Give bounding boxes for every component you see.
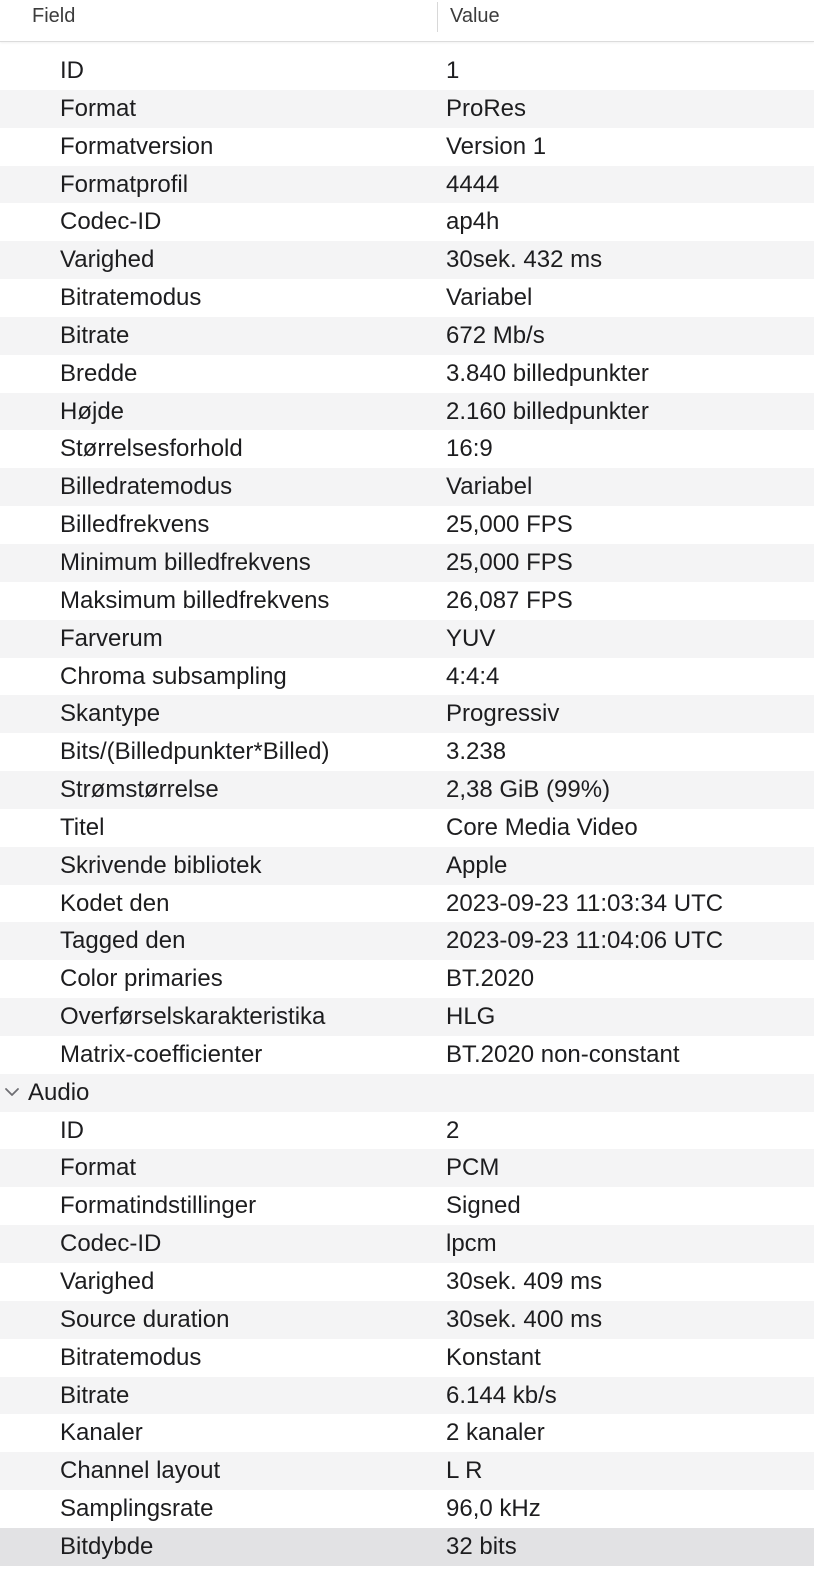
value-cell: 25,000 FPS xyxy=(446,511,573,539)
table-row[interactable] xyxy=(0,733,814,771)
value-cell: 4:4:4 xyxy=(446,662,500,690)
table-row[interactable] xyxy=(0,355,814,393)
table-row[interactable] xyxy=(0,885,814,923)
value-cell: 30sek. 400 ms xyxy=(446,1305,603,1333)
table-row[interactable] xyxy=(0,582,814,620)
table-row[interactable] xyxy=(0,658,814,696)
value-cell: 2023-09-23 11:04:06 UTC xyxy=(446,927,724,955)
column-header-value[interactable]: Value xyxy=(450,5,500,27)
table-row[interactable] xyxy=(0,1490,814,1528)
value-cell: 2.160 billedpunkter xyxy=(446,397,649,425)
field-cell: Color primaries xyxy=(60,965,223,993)
field-cell: Varighed xyxy=(60,1268,155,1295)
value-cell: 30sek. 432 ms xyxy=(446,246,603,274)
value-cell: 26,087 FPS xyxy=(446,586,573,614)
field-cell: Matrix-coefficienter xyxy=(60,1040,263,1068)
table-row[interactable] xyxy=(0,1036,814,1074)
value-cell: lpcm xyxy=(446,1230,497,1258)
field-cell: Kanaler xyxy=(60,1419,143,1447)
value-cell: ProRes xyxy=(446,94,527,122)
value-cell: BT.2020 non-constant xyxy=(446,1040,680,1068)
value-cell: 25,000 FPS xyxy=(446,548,573,576)
field-cell: Chroma subsampling xyxy=(60,662,287,690)
value-cell: BT.2020 xyxy=(446,965,535,993)
field-cell: Bitrate xyxy=(60,321,130,349)
value-cell: 1 xyxy=(446,57,460,84)
column-header-field[interactable]: Field xyxy=(32,5,76,27)
value-cell: 2,38 GiB (99%) xyxy=(446,776,611,804)
table-row[interactable] xyxy=(0,544,814,582)
chevron-down-icon[interactable] xyxy=(4,1084,20,1100)
value-cell: Konstant xyxy=(446,1343,541,1371)
field-cell: Codec-ID xyxy=(60,208,162,236)
field-cell: Titel xyxy=(60,813,105,841)
table-row[interactable] xyxy=(0,203,814,241)
value-cell: 2023-09-23 11:03:34 UTC xyxy=(446,889,724,917)
value-cell: Version 1 xyxy=(446,132,547,160)
value-cell: YUV xyxy=(446,624,496,652)
table-row[interactable] xyxy=(0,1225,814,1263)
field-cell: Skantype xyxy=(60,700,161,728)
table-row[interactable] xyxy=(0,1414,814,1452)
value-cell: HLG xyxy=(446,1003,496,1031)
value-cell: L R xyxy=(446,1457,483,1485)
value-cell: Variabel xyxy=(446,284,533,312)
table-row[interactable] xyxy=(0,52,814,90)
table-row[interactable] xyxy=(0,468,814,506)
table-row[interactable] xyxy=(0,1339,814,1377)
value-cell: Variabel xyxy=(446,473,533,501)
field-cell: Varighed xyxy=(60,246,155,274)
table-row[interactable] xyxy=(0,1187,814,1225)
table-row[interactable] xyxy=(0,506,814,544)
section-row-audio[interactable] xyxy=(0,1074,814,1112)
value-cell: 6.144 kb/s xyxy=(446,1381,557,1409)
field-cell: Maksimum billedfrekvens xyxy=(60,586,330,614)
value-cell: ap4h xyxy=(446,208,500,236)
section-label: Audio xyxy=(28,1078,90,1106)
field-cell: Bitrate xyxy=(60,1381,130,1409)
field-cell: Formatindstillinger xyxy=(60,1192,257,1220)
table-row[interactable] xyxy=(0,430,814,468)
table-row[interactable] xyxy=(0,1377,814,1415)
value-cell: 30sek. 409 ms xyxy=(446,1268,603,1295)
field-cell: Bitratemodus xyxy=(60,284,202,312)
table-row[interactable] xyxy=(0,847,814,885)
table-row[interactable] xyxy=(0,960,814,998)
field-cell: Bits/(Billedpunkter*Billed) xyxy=(60,738,330,766)
table-row[interactable] xyxy=(0,998,814,1036)
field-cell: Tagged den xyxy=(60,927,186,955)
table-row[interactable] xyxy=(0,809,814,847)
field-cell: Billedfrekvens xyxy=(60,511,210,539)
field-cell: Bitratemodus xyxy=(60,1343,202,1371)
table-row[interactable] xyxy=(0,1149,814,1187)
field-cell: Strømstørrelse xyxy=(60,776,219,804)
field-cell: Bitdybde xyxy=(60,1532,154,1560)
field-cell: Codec-ID xyxy=(60,1230,162,1258)
table-row[interactable] xyxy=(0,922,814,960)
field-cell: ID xyxy=(60,1116,84,1144)
column-divider[interactable] xyxy=(437,2,438,32)
value-cell: 2 xyxy=(446,1116,460,1144)
table-header xyxy=(0,0,814,42)
field-cell: Formatversion xyxy=(60,132,214,160)
value-cell: 672 Mb/s xyxy=(446,321,545,349)
field-cell: Channel layout xyxy=(60,1457,221,1485)
table-row[interactable] xyxy=(0,1528,814,1566)
field-cell: Skrivende bibliotek xyxy=(60,851,262,879)
value-cell: Apple xyxy=(446,851,508,879)
table-row[interactable] xyxy=(0,166,814,204)
value-cell: Progressiv xyxy=(446,700,560,728)
table-row[interactable] xyxy=(0,279,814,317)
table-row[interactable] xyxy=(0,90,814,128)
value-cell: 3.840 billedpunkter xyxy=(446,359,649,387)
table-row[interactable] xyxy=(0,695,814,733)
field-cell: Højde xyxy=(60,397,125,425)
field-cell: ID xyxy=(60,57,84,84)
value-cell: 32 bits xyxy=(446,1532,517,1560)
info-outline-list xyxy=(0,52,814,1566)
table-row[interactable] xyxy=(0,620,814,658)
field-cell: Billedratemodus xyxy=(60,473,233,501)
value-cell: 96,0 kHz xyxy=(446,1495,541,1523)
field-cell: Bredde xyxy=(60,359,138,387)
value-cell: PCM xyxy=(446,1154,500,1182)
field-cell: Kodet den xyxy=(60,889,170,917)
field-cell: Overførselskarakteristika xyxy=(60,1003,326,1031)
value-cell: 2 kanaler xyxy=(446,1419,545,1447)
table-row[interactable] xyxy=(0,1112,814,1150)
field-cell: Farverum xyxy=(60,624,163,652)
table-row[interactable] xyxy=(0,241,814,279)
field-cell: Format xyxy=(60,94,137,122)
field-cell: Format xyxy=(60,1154,137,1182)
field-cell: Formatprofil xyxy=(60,170,189,198)
table-row[interactable] xyxy=(0,317,814,355)
field-cell: Størrelsesforhold xyxy=(60,435,243,463)
table-row[interactable] xyxy=(0,393,814,431)
field-cell: Minimum billedfrekvens xyxy=(60,548,311,576)
table-row[interactable] xyxy=(0,771,814,809)
table-row[interactable] xyxy=(0,1301,814,1339)
field-cell: Samplingsrate xyxy=(60,1495,214,1523)
value-cell: 4444 xyxy=(446,170,500,198)
value-cell: Signed xyxy=(446,1192,521,1220)
table-row[interactable] xyxy=(0,1263,814,1301)
table-row[interactable] xyxy=(0,128,814,166)
value-cell: 3.238 xyxy=(446,738,507,766)
value-cell: Core Media Video xyxy=(446,813,638,841)
field-cell: Source duration xyxy=(60,1305,230,1333)
table-row[interactable] xyxy=(0,1452,814,1490)
value-cell: 16:9 xyxy=(446,435,493,463)
